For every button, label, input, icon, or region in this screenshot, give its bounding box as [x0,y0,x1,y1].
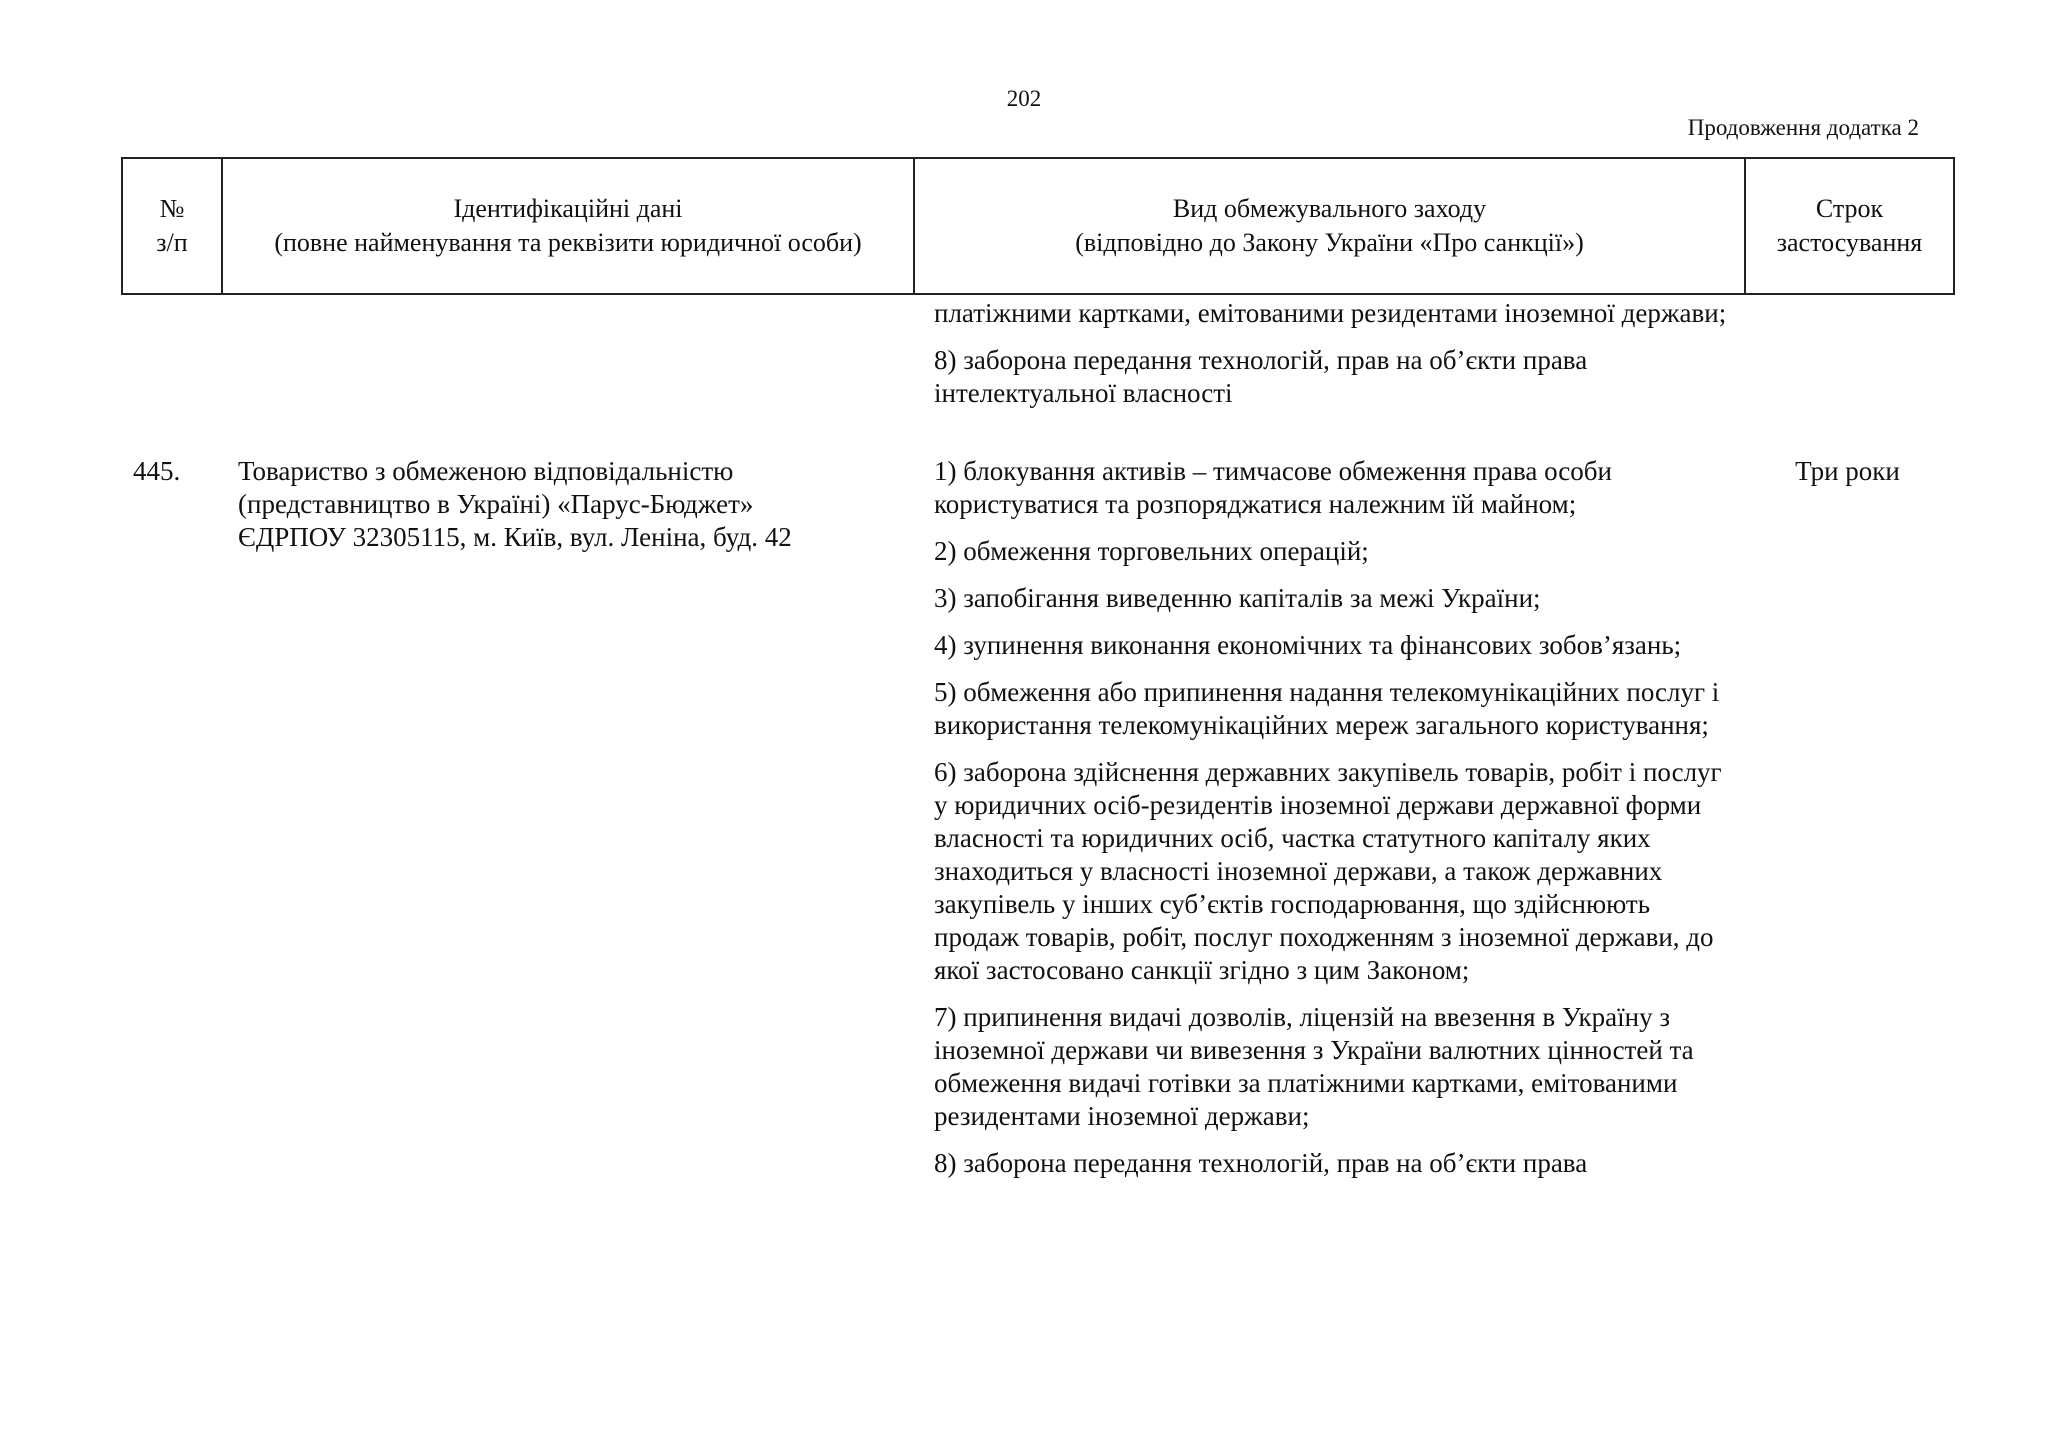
header-measure-line: (відповідно до Закону України «Про санкції») [1075,228,1584,257]
entry-identification-line: (представництво в Україні) «Парус-Бюджет» [238,489,754,519]
header-number-column [122,158,222,294]
continued-measure-item: платіжними картками, емітованими резидентами іноземної держави; [934,298,1727,328]
continuation-note: Продовження додатка 2 [1687,115,1919,140]
entry-identification-line: ЄДРПОУ 32305115, м. Київ, вул. Леніна, буд. 42 [238,522,792,552]
continued-measures [934,297,1734,424]
measure-item: 6) заборона здійснення державних закупівель товарів, робіт і послуг у юридичних осіб-резидентів іноземної держави державної форми власності та юридичних осіб, частка статутного капіталу яких знаходиться у власності іноземної держави, а також державних закупівель у інших суб’єктів господарювання, що здійснюють продаж товарів, робіт, послуг походженням з іноземної держави, до якої застосовано санкції згідно з цим Законом; [934,757,1722,985]
table-header [121,157,1955,295]
measure-item: 7) припинення видачі дозволів, ліцензій на ввезення в Україну з іноземної держави чи вивезення з України валютних цінностей та обмеження видачі готівки за платіжними картками, емітованими резидентами іноземної держави; [934,1002,1694,1131]
header-identification-line: Ідентифікаційні дані [453,194,683,223]
entry-term: Три роки [1795,456,1900,486]
header-identification-column [222,158,914,294]
header-term-line: Строк [1815,194,1884,223]
header-measure-column [914,158,1745,294]
measure-item: 4) зупинення виконання економічних та фінансових зобов’язань; [934,630,1682,660]
entry-measures [934,455,1734,1194]
measure-item: 5) обмеження або припинення надання телекомунікаційних послуг і використання телекомунікаційних мереж загального користування; [934,677,1720,740]
header-term-column [1745,158,1954,294]
header-identification-line: (повне найменування та реквізити юридичної особи) [274,228,862,257]
measure-item: 2) обмеження торговельних операцій; [934,536,1369,566]
header-term-line: застосування [1776,228,1923,257]
entry-number: 445. [133,456,181,486]
header-number-line: з/п [156,228,188,257]
entry-identification [238,455,888,554]
measure-item: 3) запобігання виведенню капіталів за межі України; [934,583,1541,613]
table-header-row [122,158,1954,294]
measure-item: 1) блокування активів – тимчасове обмеження права особи користуватися та розпоряджатися належним їй майном; [934,456,1612,519]
header-measure-line: Вид обмежувального заходу [1172,194,1487,223]
measure-item: 8) заборона передання технологій, прав на об’єкти права [934,1148,1588,1178]
continued-measure-item: 8) заборона передання технологій, прав на об’єкти права інтелектуальної власності [934,345,1588,408]
header-number-line: № [159,194,185,223]
entry-identification-line: Товариство з обмеженою відповідальністю [238,456,734,486]
page-number: 202 [1006,86,1042,111]
